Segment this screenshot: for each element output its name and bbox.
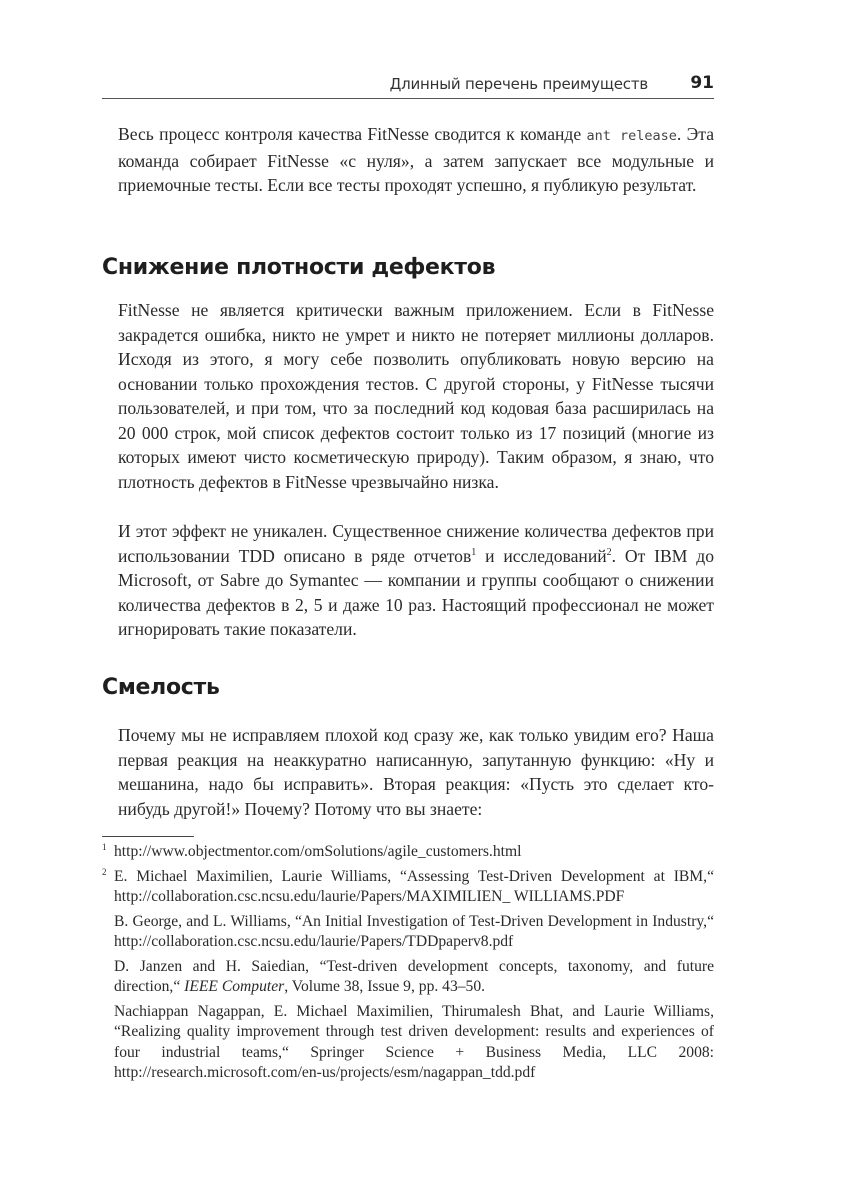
chapter-title: Длинный перечень преимуществ bbox=[389, 75, 648, 93]
defect-density-paragraph-1 bbox=[118, 298, 714, 494]
footnote-2-reference-c bbox=[102, 957, 714, 998]
reference-text: , Volume 38, Issue 9, pp. 43–50. bbox=[284, 978, 486, 995]
footnote-text[interactable]: E. Michael Maximilien, Laurie Williams, “Assessing Test-Driven Development at IBM,“ http://collaboration.csc.ncsu.edu/laurie/Papers/MAXIMILIEN_ WILLIAMS.PDF bbox=[114, 867, 714, 905]
footnote-text[interactable]: http://www.objectmentor.com/omSolutions/agile_customers.html bbox=[114, 843, 522, 860]
paragraph-text: Почему мы не исправляем плохой код сразу же, как только увидим его? Наша первая реакция на неаккуратно написанную, запутанную функцию: «Ну и мешанина, надо бы исправить». Вторая реакция: «Пусть это сделает кто-нибудь другой!» Почему? Потому что вы знаете: bbox=[118, 725, 714, 819]
inline-code: ant release bbox=[586, 128, 677, 144]
footnote-2-reference-d[interactable]: Nachiappan Nagappan, E. Michael Maximilien, Thirumalesh Bhat, and Laurie Williams, “Realizing quality improvement through test driven development: results and experiences of four industrial teams,“ Springer Science + Business Media, LLC 2008: http://research.microsoft.com/en-us/projects/esm/nagappan_tdd.pdf bbox=[114, 1002, 714, 1081]
footnote-ref-1[interactable]: 1 bbox=[471, 546, 477, 558]
paragraph-text: и исследований bbox=[476, 545, 607, 566]
journal-title: IEEE Computer bbox=[184, 978, 285, 995]
footnote-2-reference-b[interactable]: B. George, and L. Williams, “An Initial Investigation of Test-Driven Development in Industry,“ http://collaboration.csc.ncsu.edu/laurie/Papers/TDDpaperv8.pdf bbox=[114, 912, 714, 950]
courage-paragraph-1 bbox=[118, 723, 714, 821]
footnote-divider bbox=[102, 836, 194, 837]
section-heading-courage: Смелость bbox=[102, 675, 220, 700]
intro-paragraph bbox=[118, 122, 714, 198]
section-heading-defect-density: Снижение плотности дефектов bbox=[102, 255, 496, 280]
intro-text-start: Весь процесс контроля качества FitNesse сводится к команде bbox=[118, 124, 587, 144]
footnote-1: $^1$ http://www.objectmentor.com/omSolutions/agile_customers.html bbox=[102, 842, 522, 860]
intro-text-end: . Эта команда собирает FitNesse «с нуля», а затем запускает все модульные и приемочные тесты. Если все тесты проходят успешно, я публикую результат. bbox=[118, 124, 715, 195]
paragraph-text: . От IBM до Microsoft, от Sabre до Symantec — компании и группы сообщают о снижении количества дефектов в 2, 5 и даже 10 раз. Настоящий профессионал не может игнорировать такие показатели. bbox=[118, 545, 714, 639]
page-number: 91 bbox=[690, 73, 714, 93]
footnote-ref-2[interactable]: 2 bbox=[606, 546, 612, 558]
footnote-2: $^2$ E. Michael Maximilien, Laurie Williams, “Assessing Test-Driven Development at IBM,“ http://collaboration.csc.ncsu.edu/laurie/Papers/MAXIMILIEN_ WILLIAMS.PDF bbox=[102, 866, 714, 905]
defect-density-paragraph-2 bbox=[118, 519, 714, 642]
paragraph-text: И этот эффект не уникален. Существенное снижение количества дефектов при использовании TDD описано в ряде отчетов bbox=[118, 521, 714, 566]
reference-text: D. Janzen and H. Saiedian, “Test-driven development concepts, taxonomy, and future direction,“ bbox=[114, 957, 714, 995]
paragraph-text: FitNesse не является критически важным приложением. Если в FitNesse закрадется ошибка, никто не умрет и никто не потеряет миллионы долларов. Исходя из этого, я могу себе позволить опубликовать новую версию на основании только прохождения тестов. С другой стороны, у FitNesse тысячи пользователей, и при том, что за последний код кодовая база расширилась на 20 000 строк, мой список дефектов состоит только из 17 позиций (многие из которых имеют чисто косметическую природу). Таким образом, я знаю, что плотность дефектов в FitNesse чрезвычайно низка. bbox=[118, 300, 714, 492]
footnotes bbox=[102, 842, 714, 1088]
running-head bbox=[102, 70, 714, 99]
